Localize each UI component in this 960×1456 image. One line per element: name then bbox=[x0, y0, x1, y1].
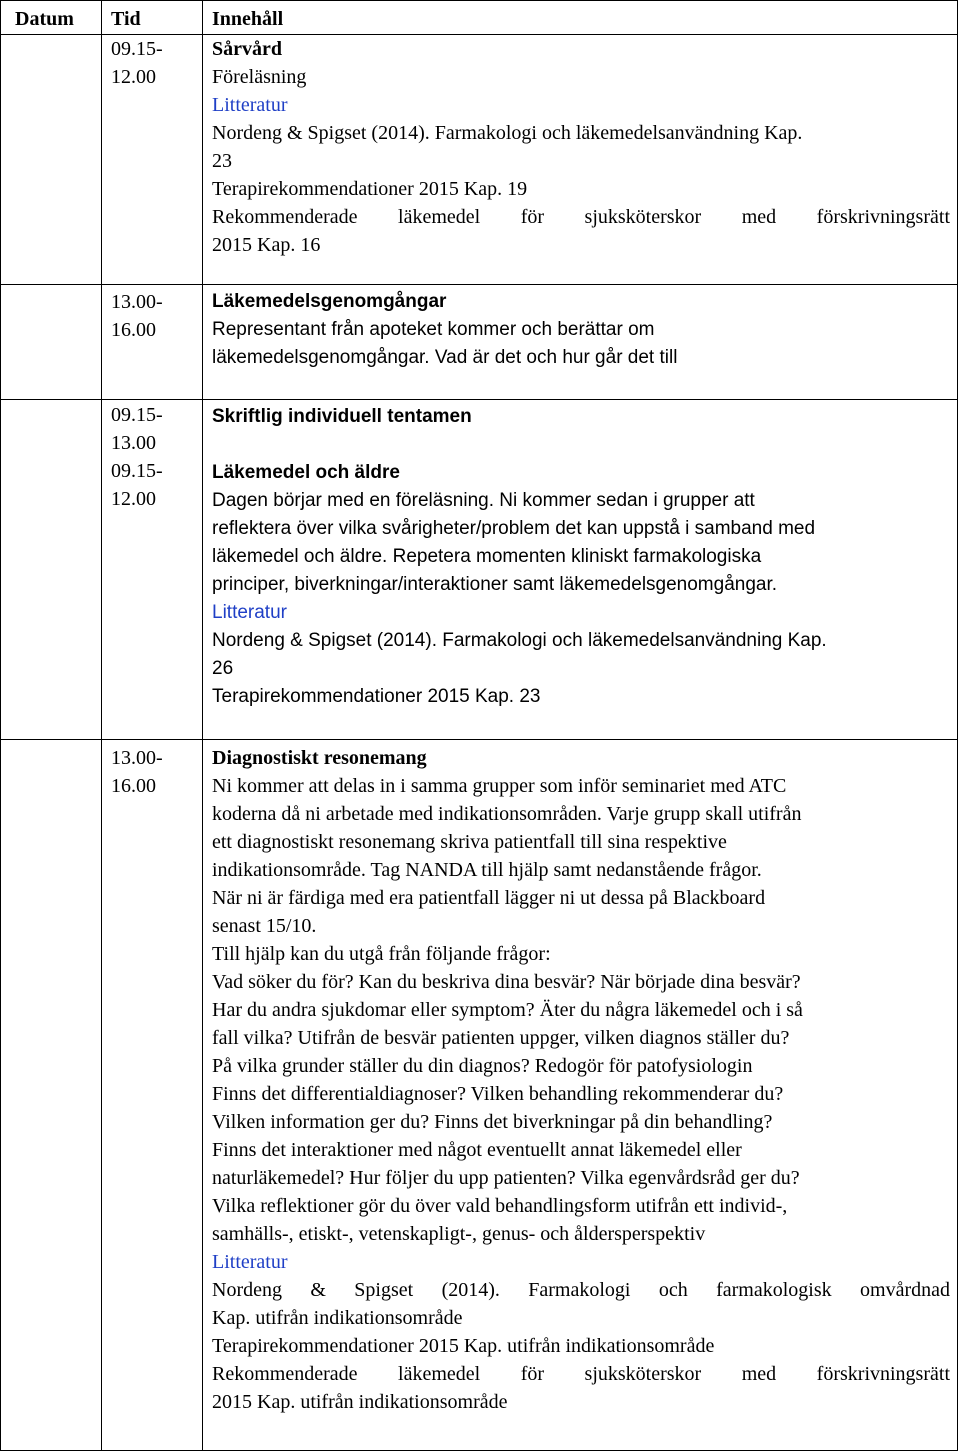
time-end: 16.00 bbox=[111, 319, 156, 341]
time-genomgangar bbox=[111, 288, 197, 344]
literature-ref: 26 bbox=[212, 658, 234, 679]
time-end: 12.00 bbox=[111, 66, 156, 88]
content-line: När ni är färdiga med era patientfall lägger ni ut dessa på Blackboard bbox=[212, 887, 766, 909]
column-divider-datum bbox=[101, 1, 102, 1450]
session-title: Skriftlig individuell tentamen bbox=[212, 406, 472, 427]
literature-ref: Nordeng & Spigset (2014). Farmakologi och farmakologisk omvårdnad bbox=[212, 1279, 950, 1301]
literature-ref: Nordeng & Spigset (2014). Farmakologi och läkemedelsanvändning Kap. bbox=[212, 630, 827, 651]
content-line: På vilka grunder ställer du din diagnos? Redogör för patofysiologin bbox=[212, 1055, 753, 1077]
content-diagnostiskt bbox=[212, 744, 950, 1416]
time-end: 13.00 bbox=[111, 432, 156, 454]
time-sarvard bbox=[111, 35, 197, 91]
content-line: Har du andra sjukdomar eller symptom? Äter du några läkemedel och i så bbox=[212, 999, 803, 1021]
literature-ref: Rekommenderade läkemedel för sjuksköterskor med förskrivningsrätt bbox=[212, 206, 950, 228]
content-line: Vilken information ger du? Finns det biverkningar på din behandling? bbox=[212, 1111, 773, 1133]
row-divider-3 bbox=[1, 739, 957, 740]
time-tentamen bbox=[111, 401, 197, 513]
content-line: Finns det interaktioner med något eventuellt annat läkemedel eller bbox=[212, 1139, 742, 1161]
content-line: senast 15/10. bbox=[212, 915, 317, 937]
content-line: Ni kommer att delas in i samma grupper som inför seminariet med ATC bbox=[212, 775, 787, 797]
literature-ref: Terapirekommendationer 2015 Kap. 19 bbox=[212, 178, 528, 200]
time-end: 12.00 bbox=[111, 488, 156, 510]
time-start: 13.00- bbox=[111, 291, 163, 313]
header-innehall: Innehåll bbox=[212, 8, 284, 30]
time-start: 09.15- bbox=[111, 460, 163, 482]
row-divider-2 bbox=[1, 399, 957, 400]
time-start: 13.00- bbox=[111, 747, 163, 769]
literature-ref: Kap. utifrån indikationsområde bbox=[212, 1307, 463, 1329]
content-line: Till hjälp kan du utgå från följande frågor: bbox=[212, 943, 551, 965]
time-start: 09.15- bbox=[111, 404, 163, 426]
literature-ref: Rekommenderade läkemedel för sjuksköterskor med förskrivningsrätt bbox=[212, 1363, 950, 1385]
content-line: Vilka reflektioner gör du över vald behandlingsform utifrån ett individ-, bbox=[212, 1195, 788, 1217]
content-line: principer, biverkningar/interaktioner samt läkemedelsgenomgångar. bbox=[212, 574, 778, 595]
literature-label: Litteratur bbox=[212, 602, 287, 623]
content-line: Dagen börjar med en föreläsning. Ni kommer sedan i grupper att bbox=[212, 490, 755, 511]
content-genomgangar bbox=[212, 288, 950, 372]
content-line: fall vilka? Utifrån de besvär patienten uppger, vilken diagnos ställer du? bbox=[212, 1027, 790, 1049]
content-tentamen bbox=[212, 403, 950, 431]
content-line: reflektera över vilka svårigheter/problem det kan uppstå i samband med bbox=[212, 518, 816, 539]
content-line: ett diagnostiskt resonemang skriva patientfall till sina respektive bbox=[212, 831, 727, 853]
session-subtitle: Föreläsning bbox=[212, 66, 307, 88]
content-line: samhälls-, etiskt-, vetenskapligt-, genus- och åldersperspektiv bbox=[212, 1223, 706, 1245]
literature-ref: 2015 Kap. 16 bbox=[212, 234, 321, 256]
literature-ref: Nordeng & Spigset (2014). Farmakologi och läkemedelsanvändning Kap. bbox=[212, 122, 803, 144]
column-divider-tid bbox=[202, 1, 203, 1450]
header-datum: Datum bbox=[15, 8, 74, 30]
time-diagnostiskt bbox=[111, 744, 197, 800]
content-line: läkemedelsgenomgångar. Vad är det och hur går det till bbox=[212, 347, 678, 368]
literature-label: Litteratur bbox=[212, 1251, 288, 1273]
content-line: indikationsområde. Tag NANDA till hjälp samt nedanstående frågor. bbox=[212, 859, 762, 881]
content-line: läkemedel och äldre. Repetera momenten kliniskt farmakologiska bbox=[212, 546, 762, 567]
content-line: Finns det differentialdiagnoser? Vilken behandling rekommenderar du? bbox=[212, 1083, 784, 1105]
header-tid: Tid bbox=[111, 8, 141, 30]
session-title: Läkemedelsgenomgångar bbox=[212, 291, 447, 312]
literature-ref: Terapirekommendationer 2015 Kap. utifrån indikationsområde bbox=[212, 1335, 715, 1357]
row-divider-1 bbox=[1, 284, 957, 285]
session-title: Läkemedel och äldre bbox=[212, 462, 400, 483]
content-line: koderna då ni arbetade med indikationsområden. Varje grupp skall utifrån bbox=[212, 803, 802, 825]
session-title: Sårvård bbox=[212, 38, 282, 60]
literature-ref: 2015 Kap. utifrån indikationsområde bbox=[212, 1391, 508, 1413]
content-line: naturläkemedel? Hur följer du upp patienten? Vilka egenvårdsråd ger du? bbox=[212, 1167, 800, 1189]
literature-ref: Terapirekommendationer 2015 Kap. 23 bbox=[212, 686, 541, 707]
content-line: Representant från apoteket kommer och berättar om bbox=[212, 319, 655, 340]
time-end: 16.00 bbox=[111, 775, 156, 797]
literature-ref: 23 bbox=[212, 150, 232, 172]
session-title: Diagnostiskt resonemang bbox=[212, 747, 427, 769]
time-start: 09.15- bbox=[111, 38, 163, 60]
content-sarvard bbox=[212, 35, 950, 259]
content-aldre bbox=[212, 459, 950, 711]
literature-label: Litteratur bbox=[212, 94, 288, 116]
content-line: Vad söker du för? Kan du beskriva dina besvär? När började dina besvär? bbox=[212, 971, 801, 993]
